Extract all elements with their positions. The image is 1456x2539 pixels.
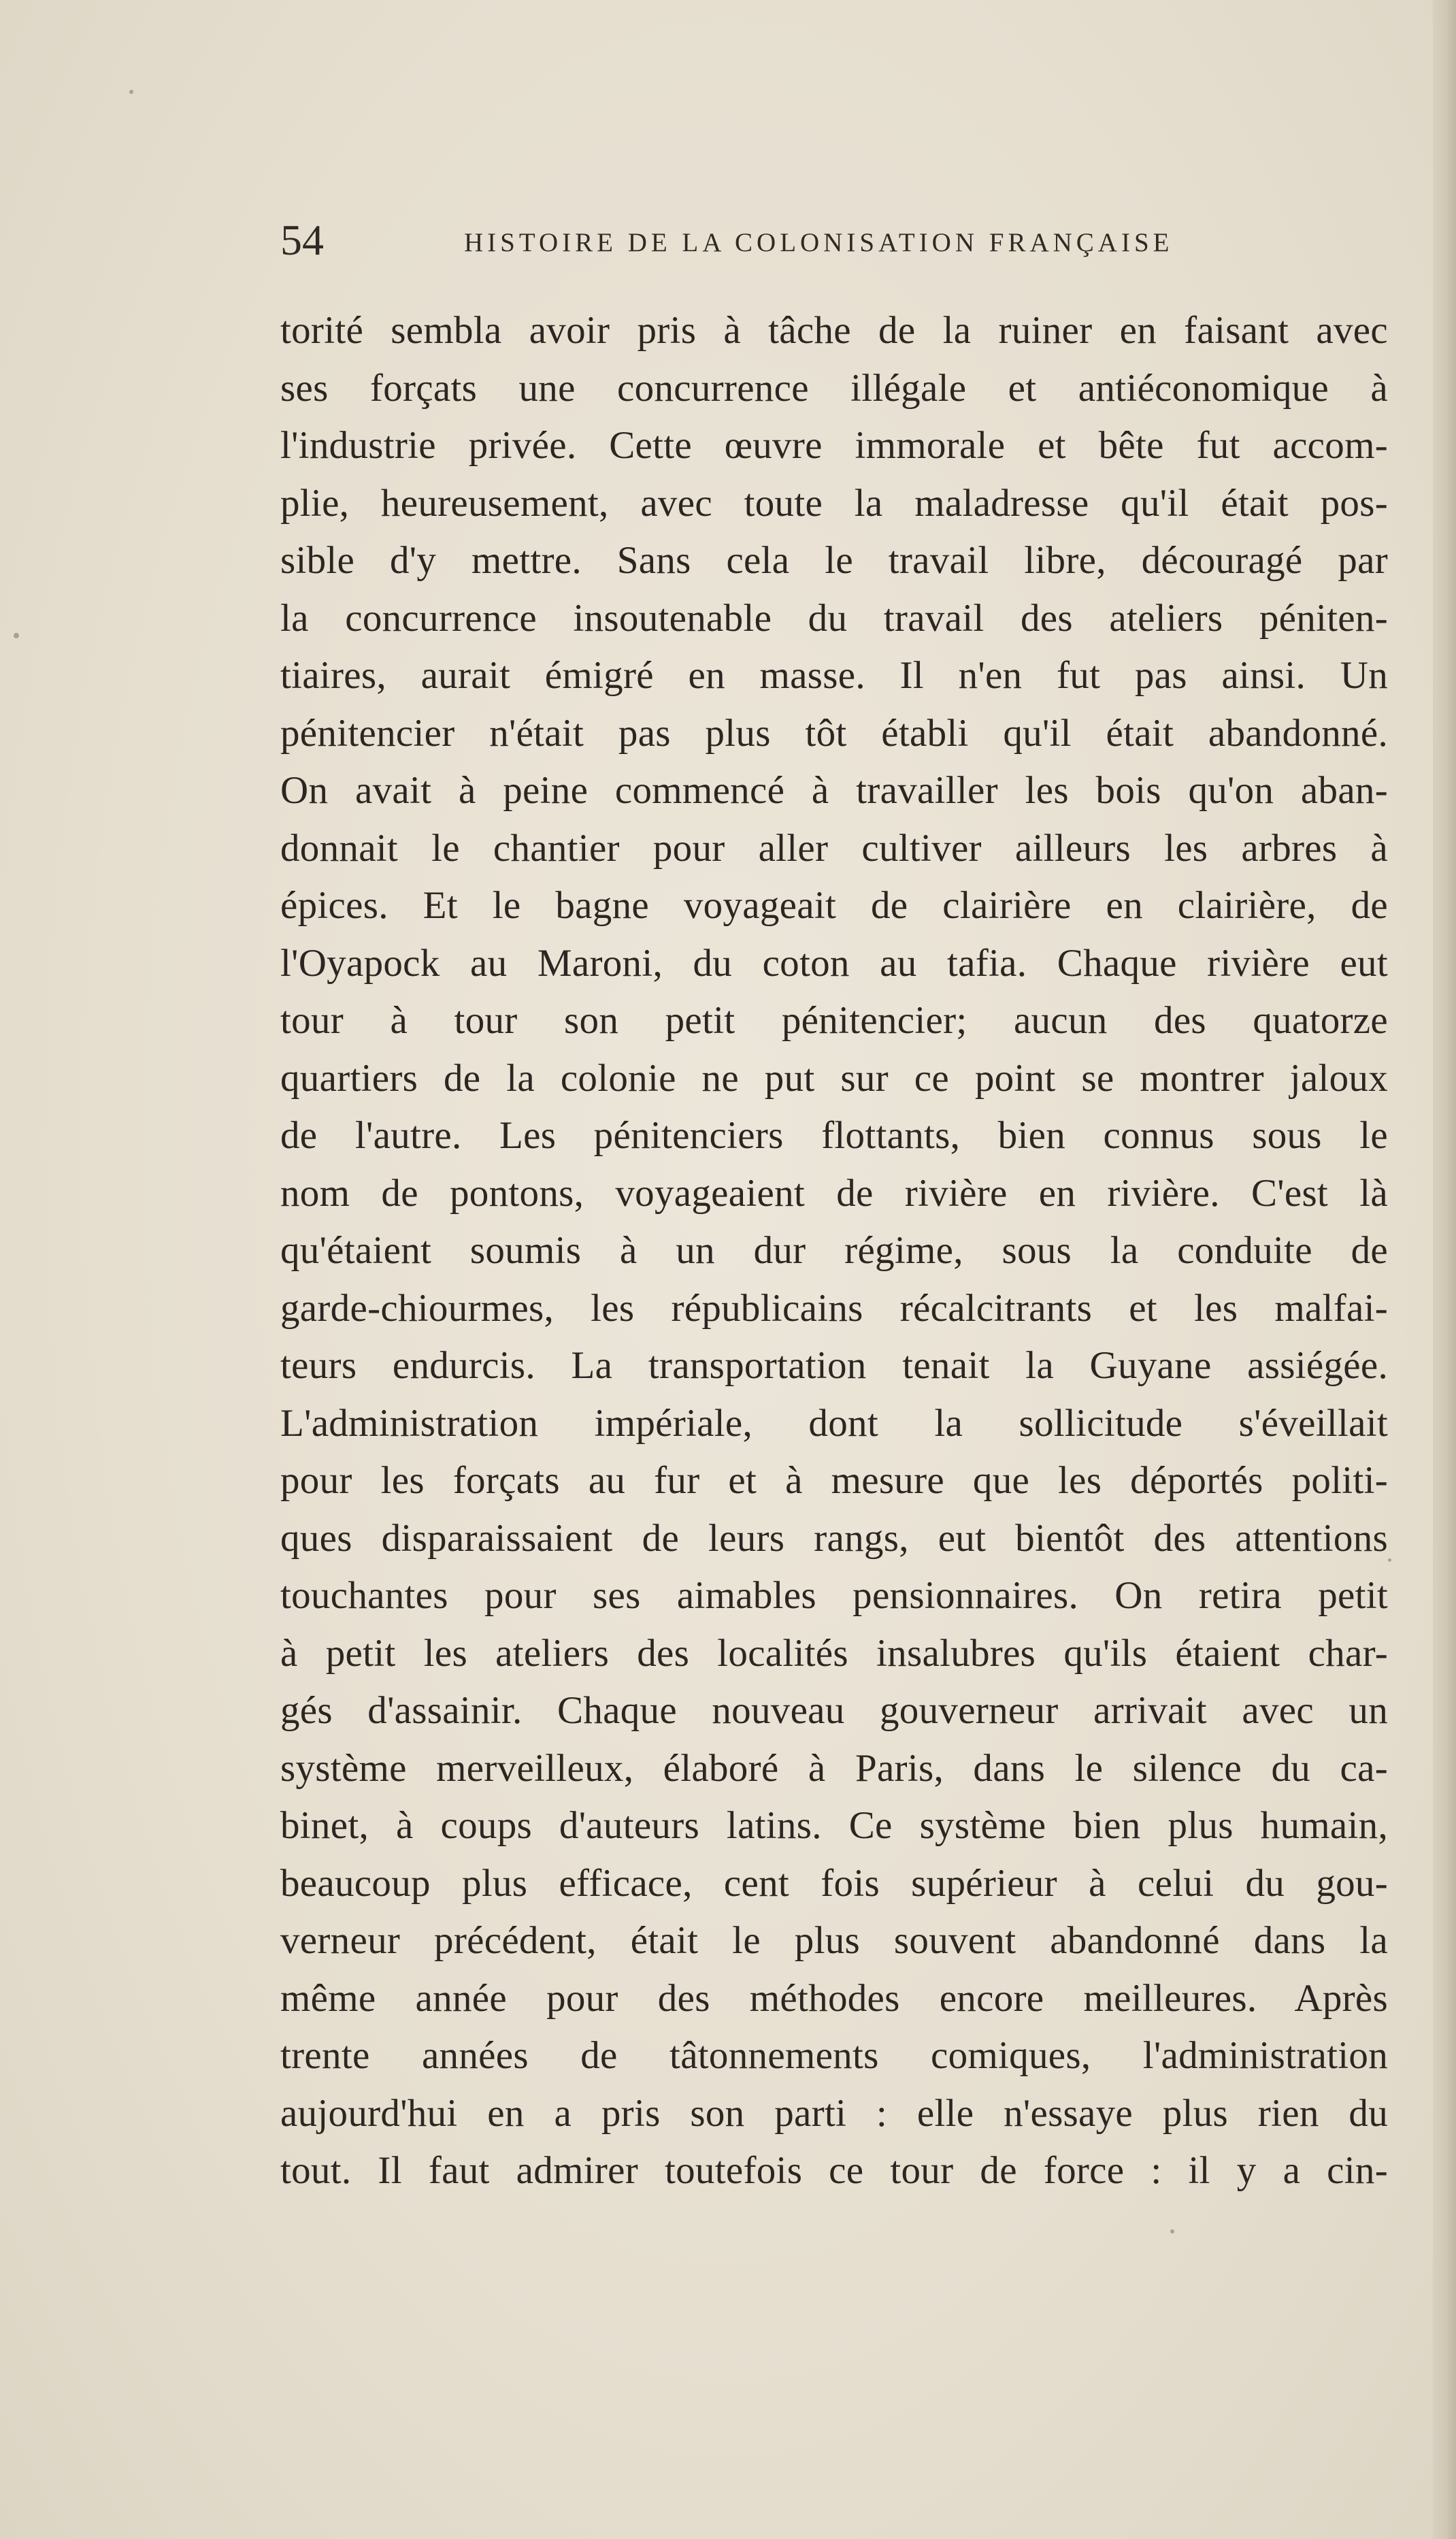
text-line: épices. Et le bagne voyageait de clairière en clairière, de bbox=[280, 884, 1388, 927]
text-line: pénitencier n'était pas plus tôt établi qu'il était abandonné. bbox=[280, 711, 1388, 755]
text-line: garde-chiourmes, les républicains récalcitrants et les malfai- bbox=[280, 1286, 1388, 1330]
text-line: la concurrence insoutenable du travail des ateliers péniten- bbox=[280, 596, 1388, 640]
text-line: trente années de tâtonnements comiques, l'administration bbox=[280, 2034, 1388, 2077]
text-line: teurs endurcis. La transportation tenait la Guyane assiégée. bbox=[280, 1344, 1388, 1387]
text-line: aujourd'hui en a pris son parti : elle n'essaye plus rien du bbox=[280, 2091, 1388, 2135]
text-line: l'industrie privée. Cette œuvre immorale et bête fut accom- bbox=[280, 424, 1388, 467]
text-line: On avait à peine commencé à travailler les bois qu'on aban- bbox=[280, 769, 1388, 812]
text-line: binet, à coups d'auteurs latins. Ce système bien plus humain, bbox=[280, 1804, 1388, 1847]
text-line: tour à tour son petit pénitencier; aucun des quatorze bbox=[280, 999, 1388, 1042]
text-line: système merveilleux, élaboré à Paris, dans le silence du ca- bbox=[280, 1746, 1388, 1790]
text-line: gés d'assainir. Chaque nouveau gouverneur arrivait avec un bbox=[280, 1689, 1388, 1732]
page-number: 54 bbox=[280, 216, 324, 264]
paper-speck bbox=[1170, 2229, 1174, 2233]
page-edge bbox=[1433, 0, 1456, 2539]
text-line: ses forçats une concurrence illégale et antiéconomique à bbox=[280, 366, 1388, 410]
body-text bbox=[280, 302, 1388, 2200]
text-line: ques disparaissaient de leurs rangs, eut bientôt des attentions bbox=[280, 1516, 1388, 1560]
text-line: même année pour des méthodes encore meilleures. Après bbox=[280, 1976, 1388, 2020]
text-line: de l'autre. Les pénitenciers flottants, bien connus sous le bbox=[280, 1114, 1388, 1157]
text-line: torité sembla avoir pris à tâche de la ruiner en faisant avec bbox=[280, 309, 1388, 352]
text-line: nom de pontons, voyageaient de rivière en rivière. C'est là bbox=[280, 1171, 1388, 1215]
text-line: L'administration impériale, dont la sollicitude s'éveillait bbox=[280, 1401, 1388, 1445]
text-line: l'Oyapock au Maroni, du coton au tafia. Chaque rivière eut bbox=[280, 941, 1388, 985]
text-line: tiaires, aurait émigré en masse. Il n'en fut pas ainsi. Un bbox=[280, 654, 1388, 697]
text-line: plie, heureusement, avec toute la maladresse qu'il était pos- bbox=[280, 481, 1388, 525]
text-line: touchantes pour ses aimables pensionnaires. On retira petit bbox=[280, 1574, 1388, 1617]
paper-speck bbox=[129, 90, 133, 94]
text-line: pour les forçats au fur et à mesure que les déportés politi- bbox=[280, 1459, 1388, 1502]
text-line: qu'étaient soumis à un dur régime, sous la conduite de bbox=[280, 1229, 1388, 1272]
text-line: à petit les ateliers des localités insalubres qu'ils étaient char- bbox=[280, 1631, 1388, 1675]
paper-speck bbox=[1388, 1558, 1391, 1562]
text-line: sible d'y mettre. Sans cela le travail libre, découragé par bbox=[280, 539, 1388, 582]
text-line: tout. Il faut admirer toutefois ce tour de force : il y a cin- bbox=[280, 2149, 1388, 2192]
text-line: quartiers de la colonie ne put sur ce point se montrer jaloux bbox=[280, 1056, 1388, 1100]
text-line: verneur précédent, était le plus souvent abandonné dans la bbox=[280, 1919, 1388, 1962]
text-line: beaucoup plus efficace, cent fois supérieur à celui du gou- bbox=[280, 1861, 1388, 1905]
paper-speck bbox=[14, 633, 19, 638]
running-title: HISTOIRE DE LA COLONISATION FRANÇAISE bbox=[464, 228, 1174, 257]
text-line: donnait le chantier pour aller cultiver ailleurs les arbres à bbox=[280, 826, 1388, 870]
page-header bbox=[280, 216, 1219, 264]
